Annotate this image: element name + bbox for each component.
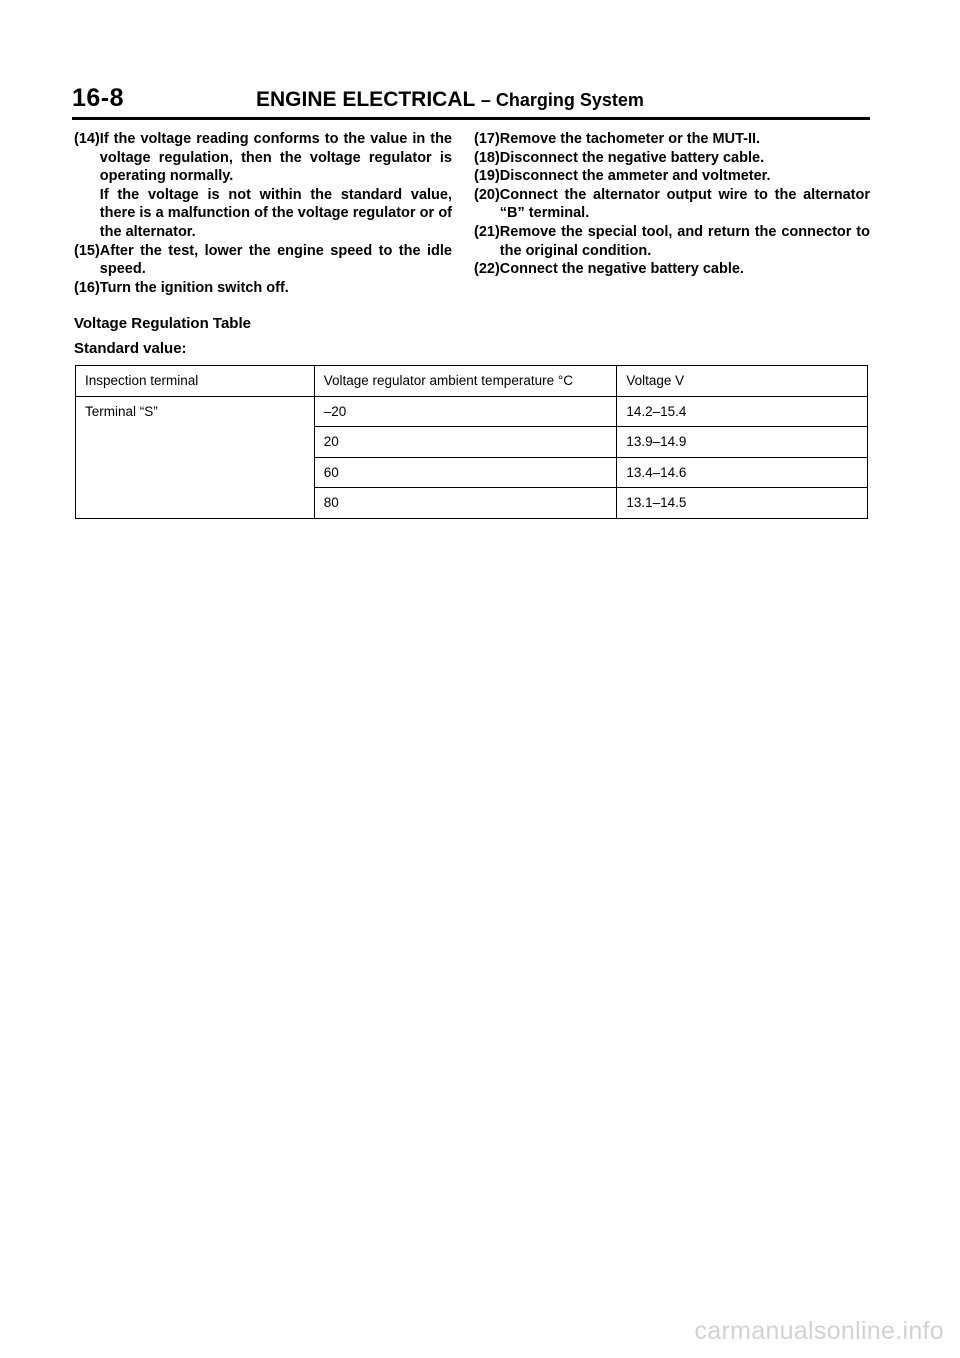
section-subtitle: – Charging System bbox=[480, 90, 644, 110]
voltage-cell: 13.1–14.5 bbox=[617, 488, 868, 519]
step-number: (17) bbox=[474, 131, 500, 147]
left-column bbox=[74, 130, 452, 297]
table-title: Voltage Regulation Table bbox=[74, 315, 251, 332]
step-paragraph: Connect the alternator output wire to the alternator “B” terminal. bbox=[499, 186, 870, 222]
step-text bbox=[100, 242, 452, 279]
temperature-cell: –20 bbox=[314, 396, 617, 427]
step-number: (20) bbox=[474, 186, 500, 203]
table-header-row bbox=[76, 366, 868, 397]
temperature-cell: 80 bbox=[314, 488, 617, 519]
procedure-step bbox=[474, 130, 870, 149]
terminal-cell: Terminal “S” bbox=[76, 396, 315, 518]
procedure-step bbox=[474, 149, 870, 168]
step-paragraph: Remove the tachometer or the MUT-II. bbox=[499, 131, 761, 147]
step-paragraph: Disconnect the ammeter and voltmeter. bbox=[499, 168, 771, 185]
step-text bbox=[100, 130, 452, 242]
section-title bbox=[256, 88, 644, 112]
step-number: (22) bbox=[474, 261, 500, 278]
temperature-cell: 60 bbox=[314, 457, 617, 488]
procedure-step bbox=[74, 242, 452, 279]
step-paragraph: If the voltage is not within the standard value, there is a malfunction of the voltage regulator or of the alternator. bbox=[99, 186, 452, 240]
step-paragraph: After the test, lower the engine speed to the idle speed. bbox=[99, 242, 452, 278]
step-number: (15) bbox=[74, 242, 100, 259]
right-column bbox=[474, 130, 870, 279]
temperature-cell: 20 bbox=[314, 427, 617, 458]
step-text bbox=[100, 279, 452, 298]
procedure-step bbox=[474, 167, 870, 186]
standard-value-label: Standard value: bbox=[74, 340, 187, 357]
step-text bbox=[500, 186, 870, 223]
header-rule bbox=[72, 117, 870, 120]
step-text bbox=[500, 167, 870, 186]
step-paragraph: If the voltage reading conforms to the value in the voltage regulation, then the voltage regulator is operating normally. bbox=[99, 131, 452, 185]
step-number: (18) bbox=[474, 149, 500, 166]
step-text bbox=[500, 149, 870, 168]
procedure-step bbox=[474, 260, 870, 279]
step-text bbox=[500, 223, 870, 260]
site-watermark: carmanualsonline.info bbox=[694, 1317, 944, 1345]
step-paragraph: Remove the special tool, and return the connector to the original condition. bbox=[499, 223, 870, 259]
procedure-step bbox=[74, 279, 452, 298]
header-inspection-terminal: Inspection terminal bbox=[76, 366, 315, 397]
step-paragraph: Disconnect the negative battery cable. bbox=[499, 149, 765, 166]
procedure-step bbox=[474, 186, 870, 223]
header-ambient-temperature: Voltage regulator ambient temperature °C bbox=[314, 366, 617, 397]
step-text bbox=[500, 130, 870, 149]
step-paragraph: Connect the negative battery cable. bbox=[499, 261, 744, 278]
voltage-regulation-table bbox=[75, 365, 868, 519]
step-number: (14) bbox=[74, 131, 100, 147]
step-text bbox=[500, 260, 870, 279]
voltage-cell: 14.2–15.4 bbox=[617, 396, 868, 427]
page-number: 16-8 bbox=[72, 84, 125, 112]
header-voltage: Voltage V bbox=[617, 366, 868, 397]
table-row bbox=[76, 396, 868, 427]
step-number: (16) bbox=[74, 279, 100, 296]
section-title-main: ENGINE ELECTRICAL bbox=[256, 88, 475, 111]
step-number: (19) bbox=[474, 168, 500, 185]
voltage-cell: 13.4–14.6 bbox=[617, 457, 868, 488]
step-number: (21) bbox=[474, 223, 500, 240]
step-paragraph: Turn the ignition switch off. bbox=[99, 279, 289, 296]
procedure-step bbox=[74, 130, 452, 242]
voltage-cell: 13.9–14.9 bbox=[617, 427, 868, 458]
procedure-step bbox=[474, 223, 870, 260]
